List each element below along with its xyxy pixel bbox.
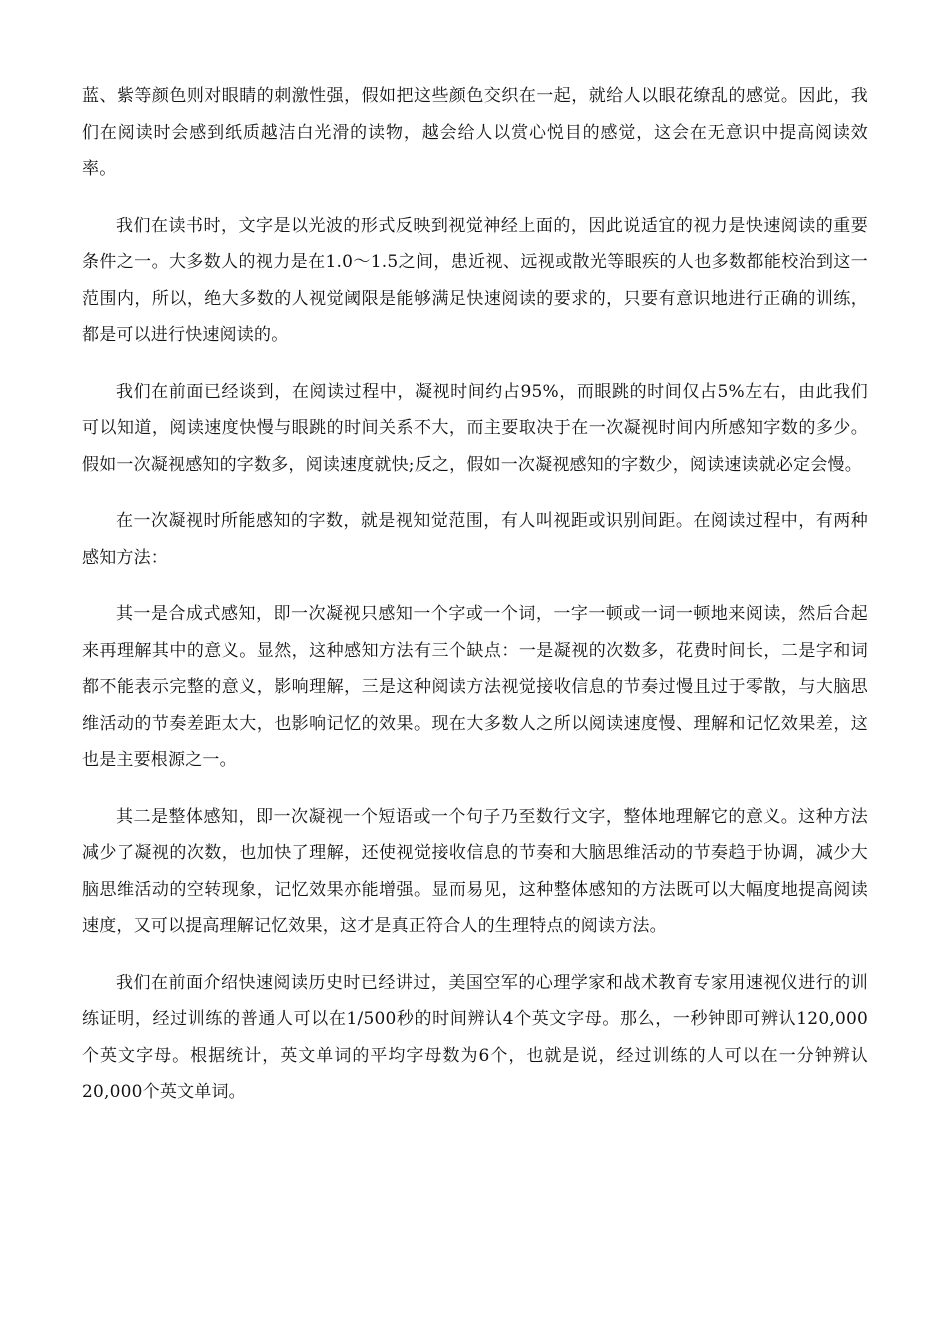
paragraph-fixation-time: 我们在前面已经谈到，在阅读过程中，凝视时间约占95%，而眼跳的时间仅占5%左右，由此我们可以知道，阅读速度快慢与眼跳的时间关系不大，而主要取决于在一次凝视时间内所感知字数的多少。假如一次凝视感知的字数多，阅读速度就快;反之，假如一次凝视感知的字数少，阅读速读就必定会慢。 <box>82 381 868 475</box>
paragraph-holistic-perception: 其二是整体感知，即一次凝视一个短语或一个句子乃至数行文字，整体地理解它的意义。这种方法减少了凝视的次数，也加快了理解，还使视觉接收信息的节奏和大脑思维活动的节奏趋于协调，减少大脑思维活动的空转现象，记忆效果亦能增强。显而易见，这种整体感知的方法既可以大幅度地提高阅读速度，又可以提高理解记忆效果，这才是真正符合人的生理特点的阅读方法。 <box>82 806 868 936</box>
paragraph-visual-acuity: 我们在读书时，文字是以光波的形式反映到视觉神经上面的，因此说适宜的视力是快速阅读的重要条件之一。大多数人的视力是在1.0～1.5之间，患近视、远视或散光等眼疾的人也多数都能校治到这一范围内，所以，绝大多数的人视觉阈限是能够满足快速阅读的要求的，只要有意识地进行正确的训练，都是可以进行快速阅读的。 <box>82 215 868 345</box>
paragraph-perception-span: 在一次凝视时所能感知的字数，就是视知觉范围，有人叫视距或识别间距。在阅读过程中，有两种感知方法： <box>82 511 868 568</box>
paragraph-continuation: 蓝、紫等颜色则对眼睛的刺激性强，假如把这些颜色交织在一起，就给人以眼花缭乱的感觉。因此，我们在阅读时会感到纸质越洁白光滑的读物，越会给人以赏心悦目的感觉，这会在无意识中提高阅读效率。 <box>82 86 868 179</box>
paragraph-synthetic-perception: 其一是合成式感知，即一次凝视只感知一个字或一个词，一字一顿或一词一顿地来阅读，然后合起来再理解其中的意义。显然，这种感知方法有三个缺点：一是凝视的次数多，花费时间长，二是字和词都不能表示完整的意义，影响理解，三是这种阅读方法视觉接收信息的节奏过慢且过于零散，与大脑思维活动的节奏差距太大，也影响记忆的效果。现在大多数人之所以阅读速度慢、理解和记忆效果差，这也是主要根源之一。 <box>82 604 868 770</box>
paragraph-tachistoscope-training: 我们在前面介绍快速阅读历史时已经讲过，美国空军的心理学家和战术教育专家用速视仪进行的训练证明，经过训练的普通人可以在1/500秒的时间辨认4个英文字母。那么，一秒钟即可辨认120,000个英文字母。根据统计，英文单词的平均字母数为6个，也就是说，经过训练的人可以在一分钟辨认20,000个英文单词。 <box>82 972 868 1102</box>
document-body <box>82 78 868 1131</box>
